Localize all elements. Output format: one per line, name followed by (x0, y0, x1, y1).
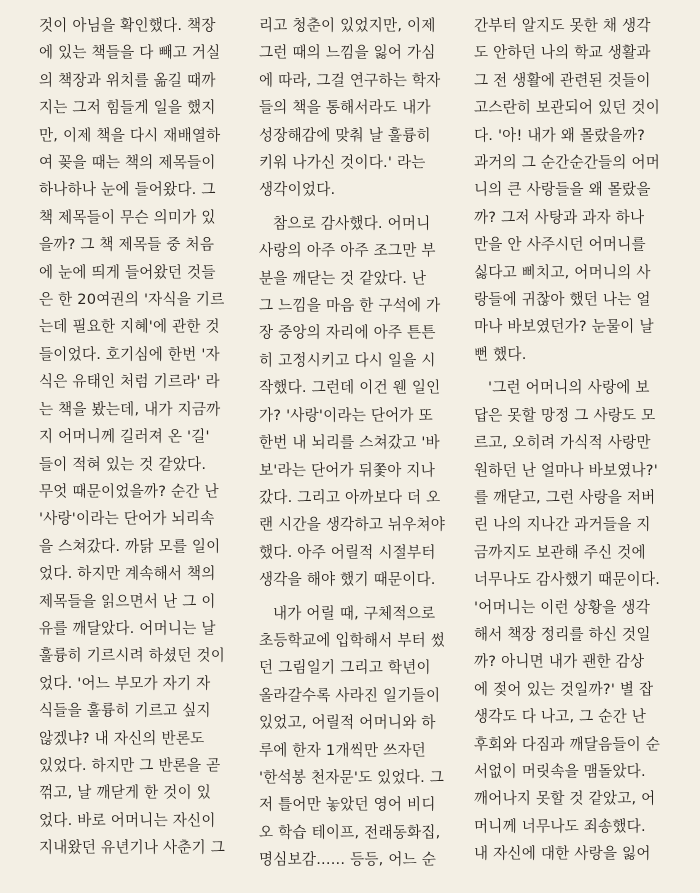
text-column-3 (474, 12, 686, 868)
paragraph: 내가 어릴 때, 구체적으로 초등학교에 입학해서 부터 썼 던 그림일기 그리고 학년이 올라갈수록 사라진 일기들이 있었고, 어릴적 어머니와 하 루에 한자 1개씩만 쓰자던 '한석봉 천자문'도 있었다. 그 저 틀어만 놓았던 영어 비디 오 학습 테이프, 전래동화집, 명심보감...... 등등, 어느 순 (259, 604, 446, 869)
paragraph: 참으로 감사했다. 어머니 사랑의 아주 아주 조그만 부 분을 깨닫는 것 같았다. 난 그 느낌을 마음 한 구석에 가 장 중앙의 자리에 아주 튼튼 히 고정시키고 다시 일을 시 작했다. 그런데 이건 웬 일인 가? '사랑'이라는 단어가 또 한번 내 뇌리를 스쳐갔고 '바 보'라는 단어가 뒤쫓아 지나 갔다. 그리고 아까보다 더 오 랜 시간을 생각하고 뉘우쳐야 했다. 아주 어릴적 시절부터 생각을 해야 했기 때문이다. (259, 214, 446, 589)
paragraph: 리고 청춘이 있었지만, 이제 그런 때의 느낌을 잃어 가심 에 따라, 그걸 연구하는 학자 들의 책을 통해서라도 내가 성장해감에 맞춰 날 훌륭히 키워 나가신 것이다.' 라는 생각이었다. (259, 17, 441, 199)
paragraph: 것이 아님을 확인했다. 책장 에 있는 책들을 다 빼고 거실 의 책장과 위치를 옮길 때까 지는 그저 힘들게 일을 했지 만, 이제 책을 다시 재배열하 여 꽂을 때는 책의 제목들이 하나하나 눈에 들어왔다. 그 책 제목들이 무슨 의미가 있 을까? 그 책 제목들 중 처음 에 눈에 띄게 들어왔던 것들 은 한 20여권의 '자식을 기르 는데 필요한 지혜'에 관한 것 들이었다. 호기심에 한번 '자 식은 유태인 처럼 기르라' 라 는 책을 봤는데, 내가 지금까 지 어머니께 길러져 온 '길' 들이 적혀 있는 것 같았다. 무엇 때문이었을까? 순간 난 '사랑'이라는 단어가 뇌리속 을 스쳐갔다. 까닭 모를 일이 었다. 하지만 계속해서 책의 제목들을 읽으면서 난 그 이 유를 깨달았다. 어머니는 날 훌륭히 기르시려 하셨던 것이 었다. '어느 부모가 자기 자 식들을 훌륭히 기르고 싶지 않겠냐? 내 자신의 반론도 있었다. 하지만 그 반론을 곧 꺾고, 날 깨닫게 한 것이 있 었다. 바로 어머니는 자신이 지내왔던 유년기나 사춘기 그 (39, 17, 226, 857)
paragraph: 간부터 알지도 못한 채 생각 도 안하던 나의 학교 생활과 그 전 생활에 관련된 것들이 고스란히 보관되어 있던 것이 다. '아! 내가 왜 몰랐을까? 과거의 그 순간순간들의 어머 니의 큰 사랑들을 왜 몰랐을 까? 그저 사탕과 과자 하나 만을 안 사주시던 어머니를 싫다고 삐치고, 어머니의 사 랑들에 귀찮아 했던 나는 얼 마나 바보였던가? 눈물이 날 뻔 했다. (474, 17, 661, 363)
paragraph: '그런 어머니의 사랑에 보 답은 못할 망정 그 사랑도 모 르고, 오히려 가식적 사랑만 원하던 난 얼마나 바보였나?' 를 깨닫고, 그런 사랑을 저버 린 나의 지나간 과거들을 지 금까지도 보관해 주신 것에 너무나도 감사했기 때문이다. '어머니는 이런 상황을 생각 해서 책장 정리를 하신 것일 까? 아니면 내가 괜한 감상 에 젖어 있는 것일까?' 별 잡 생각도 다 나고, 그 순간 난 후회와 다짐과 깨달음들이 순 서없이 머릿속을 맴돌았다. 깨어나지 못할 것 같았고, 어 머니께 너무나도 죄송했다. 내 자신에 대한 사랑을 잃어 (474, 379, 661, 863)
text-column-1 (39, 12, 251, 862)
text-column-2 (259, 12, 471, 874)
